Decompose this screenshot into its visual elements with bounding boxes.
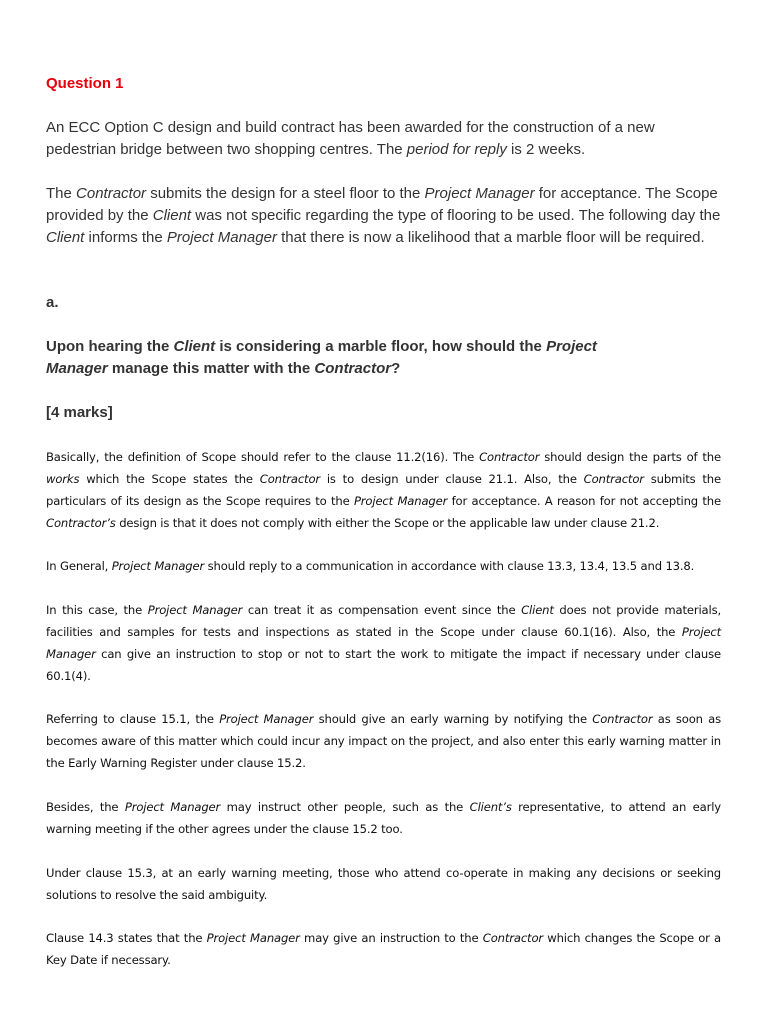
emphasized-term: Project Manager — [124, 800, 221, 814]
emphasized-term: Project Manager — [353, 494, 448, 508]
emphasized-term: Project Manager — [46, 625, 721, 661]
answer-paragraph: In this case, the Project Manager can treat it as compensation event since the Client does not provide materials, facilities and samples for tests and inspections as stated in the Scope under clause 60.1(16). Also, the Project Manager can give an instruction to stop or not to start the work to mitigate the impact if necessary under clause 60.1(4). — [46, 603, 721, 683]
emphasized-term: Contractor’s — [46, 516, 116, 530]
emphasized-term: Contractor — [482, 931, 543, 945]
question-title: Question 1 — [46, 75, 124, 92]
answer-paragraph: Under clause 15.3, at an early warning meeting, those who attend co-operate in making any decisions or seeking solutions to resolve the said ambiguity. — [46, 866, 721, 902]
emphasized-term: Project Manager — [166, 229, 277, 246]
emphasized-term: Client’s — [469, 800, 512, 814]
marks-label: [4 marks] — [46, 404, 113, 421]
emphasized-term: Contractor — [583, 472, 644, 486]
emphasized-term: period for reply — [406, 141, 507, 158]
emphasized-term: Project Manager — [206, 931, 300, 945]
question-text: Upon hearing the Client is considering a marble floor, how should the Project Manager manage this matter with the Contractor? — [46, 338, 597, 377]
emphasized-term: works — [46, 472, 80, 486]
emphasized-term: Contractor — [592, 712, 653, 726]
emphasized-term: Contractor — [76, 185, 147, 202]
answer-paragraph: In General, Project Manager should reply to a communication in accordance with clause 13.3, 13.4, 13.5 and 13.8. — [46, 559, 695, 573]
answer-paragraph: Besides, the Project Manager may instruct other people, such as the Client’s representative, to attend an early warning meeting if the other agrees under the clause 15.2 too. — [46, 800, 721, 836]
emphasized-term: Project Manager — [111, 559, 205, 573]
emphasized-term: Client — [521, 603, 554, 617]
part-label: a. — [46, 294, 59, 311]
intro-paragraph-2: The Contractor submits the design for a steel floor to the Project Manager for acceptance. The Scope provided by the Client was not specific regarding the type of flooring to be used. The following day the Client informs the Project Manager that there is now a likelihood that a marble floor will be required. — [46, 185, 721, 246]
emphasized-term: Client — [152, 207, 192, 224]
emphasized-term: Client — [46, 229, 85, 246]
emphasized-term: Project Manager — [424, 185, 535, 202]
emphasized-term: Contractor — [314, 360, 392, 377]
emphasized-term: Project Manager — [219, 712, 314, 726]
emphasized-term: Project Manager — [147, 603, 243, 617]
intro-paragraph-1: An ECC Option C design and build contract has been awarded for the construction of a new pedestrian bridge between two shopping centres. The period for reply is 2 weeks. — [46, 119, 655, 158]
answer-paragraph: Clause 14.3 states that the Project Manager may give an instruction to the Contractor which changes the Scope or a Key Date if necessary. — [46, 931, 721, 967]
answer-paragraph: Referring to clause 15.1, the Project Manager should give an early warning by notifying the Contractor as soon as becomes aware of this matter which could incur any impact on the project, and also enter this early warning matter in the Early Warning Register under clause 15.2. — [46, 712, 721, 770]
emphasized-term: Contractor — [259, 472, 320, 486]
emphasized-term: Client — [173, 338, 216, 355]
emphasized-term: Project Manager — [46, 338, 597, 377]
emphasized-term: Contractor — [479, 450, 540, 464]
answer-paragraph: Basically, the definition of Scope should refer to the clause 11.2(16). The Contractor should design the parts of the works which the Scope states the Contractor is to design under clause 21.1. Also, the Contractor submits the particulars of its design as the Scope requires to the Project Manager for acceptance. A reason for not accepting the Contractor’s design is that it does not comply with either the Scope or the applicable law under clause 21.2. — [46, 450, 721, 530]
